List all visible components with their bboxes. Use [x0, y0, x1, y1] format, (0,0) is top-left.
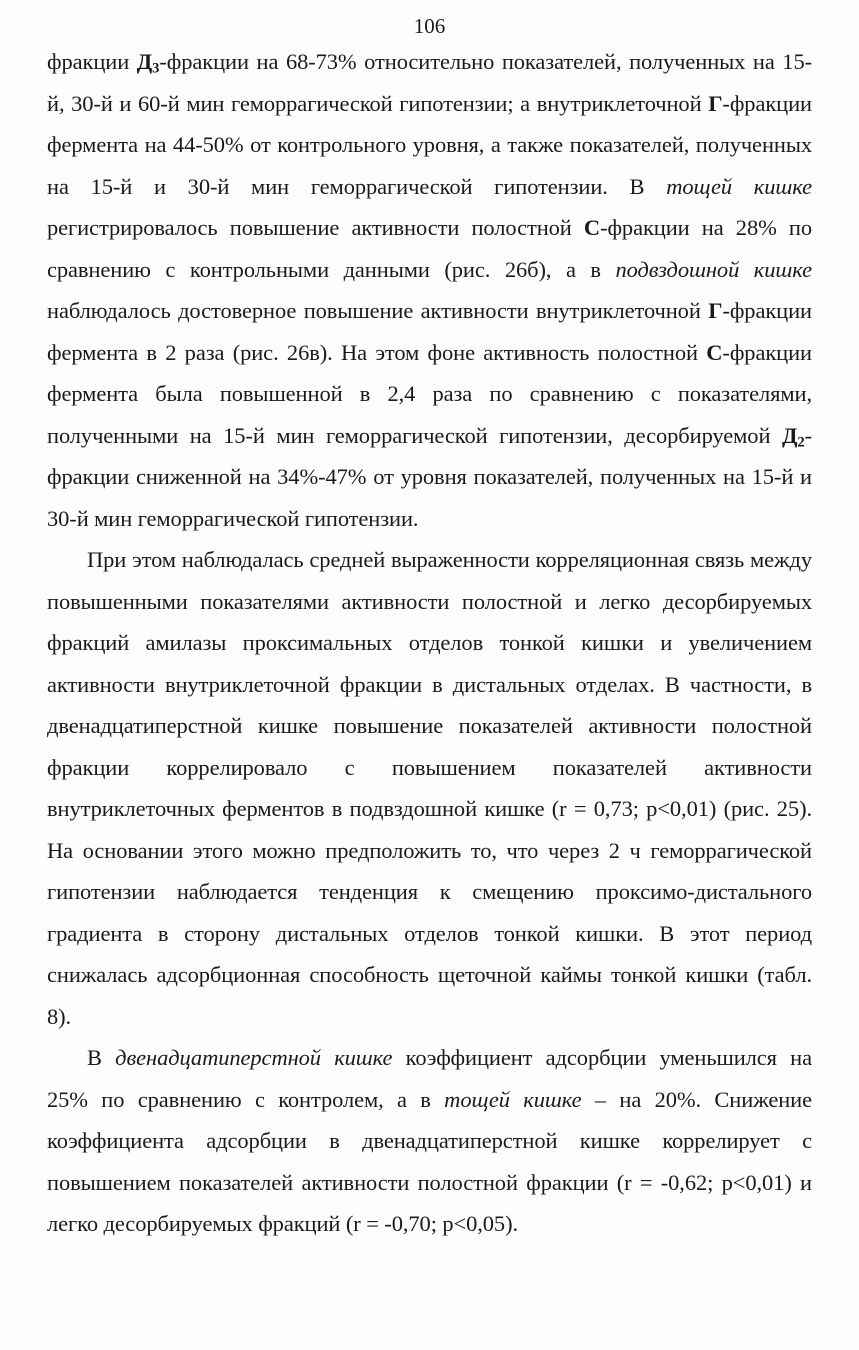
bold-text: Г	[708, 298, 723, 323]
italic-text: двенадцатиперстной кишке	[115, 1045, 393, 1070]
bold-text: Г	[708, 90, 723, 116]
bold-text: Д	[781, 422, 798, 448]
text-run: -фракции сниженной на 34%-47% от уровня показателей, полученных на 15-й и 30-й мин геморрагической гипотензии.	[47, 422, 812, 531]
text-run: -фракции фермента была повышенной в 2,4 раза по сравнению с показателями, полученными на 15-й мин геморрагической гипотензии, десорбируемой	[47, 339, 812, 448]
paragraph	[47, 1037, 812, 1245]
text-run: -фракции на 28% по сравнению с контрольными данными (рис. 26б), а в	[47, 215, 812, 282]
italic-text: тощей кишке	[444, 1086, 582, 1112]
subscript-text: 2	[797, 434, 805, 451]
bold-text: Д	[136, 49, 153, 74]
text-run: регистрировалось повышение активности полостной	[47, 215, 584, 240]
bold-text: С	[706, 339, 723, 365]
bold-text: С	[583, 215, 601, 240]
subscript-text: 3	[152, 60, 160, 77]
text-run: При этом наблюдалась средней выраженности корреляционная связь между повышенными показателями активности полостной и легко десорбируемых фракций амилазы проксимальных отделов тонкой кишки и увеличением активности внутриклеточной фракции в дистальных отделах. В частности, в двенадцатиперстной кишке повышение показателей активности полостной фракции коррелировало с повышением показателей активности внутриклеточных ферментов в подвздошной кишке (r = 0,73; p<0,01) (рис. 25). На основании этого можно предположить то, что через 2 ч геморрагической гипотензии наблюдается тенденция к смещению проксимо-дистального градиента в сторону дистальных отделов тонкой кишки. В этот период снижалась адсорбционная способность щеточной каймы тонкой кишки (табл. 8).	[47, 547, 812, 1029]
italic-text: тощей кишке	[666, 173, 812, 199]
document-body	[47, 41, 812, 1245]
text-run: – на 20%. Снижение коэффициента адсорбции в двенадцатиперстной кишке коррелирует с повышением показателей активности полостной фракции (r = -0,62; p<0,01) и легко десорбируемых фракций (r = -0,70; p<0,05).	[47, 1086, 812, 1236]
text-run: фракции	[47, 49, 137, 74]
italic-text: подвздошной кишке	[615, 256, 813, 282]
paragraph	[47, 539, 812, 1037]
text-run: коэффициент адсорбции уменьшился на 25% по сравнению с контролем, а в	[47, 1045, 812, 1112]
text-run: В	[87, 1045, 116, 1070]
text-run: -фракции фермента в 2 раза (рис. 26в). На этом фоне активность полостной	[47, 298, 812, 365]
paragraph	[47, 41, 812, 539]
text-run: -фракции фермента на 44-50% от контрольного уровня, а также показателей, полученных на 15-й и 30-й мин геморрагической гипотензии. В	[47, 90, 812, 199]
text-run: наблюдалось достоверное повышение активности внутриклеточной	[47, 298, 709, 323]
page-number: 106	[413, 14, 446, 38]
text-run: -фракции на 68-73% относительно показателей, полученных на 15-й, 30-й и 60-й мин геморрагической гипотензии; а внутриклеточной	[47, 49, 812, 116]
